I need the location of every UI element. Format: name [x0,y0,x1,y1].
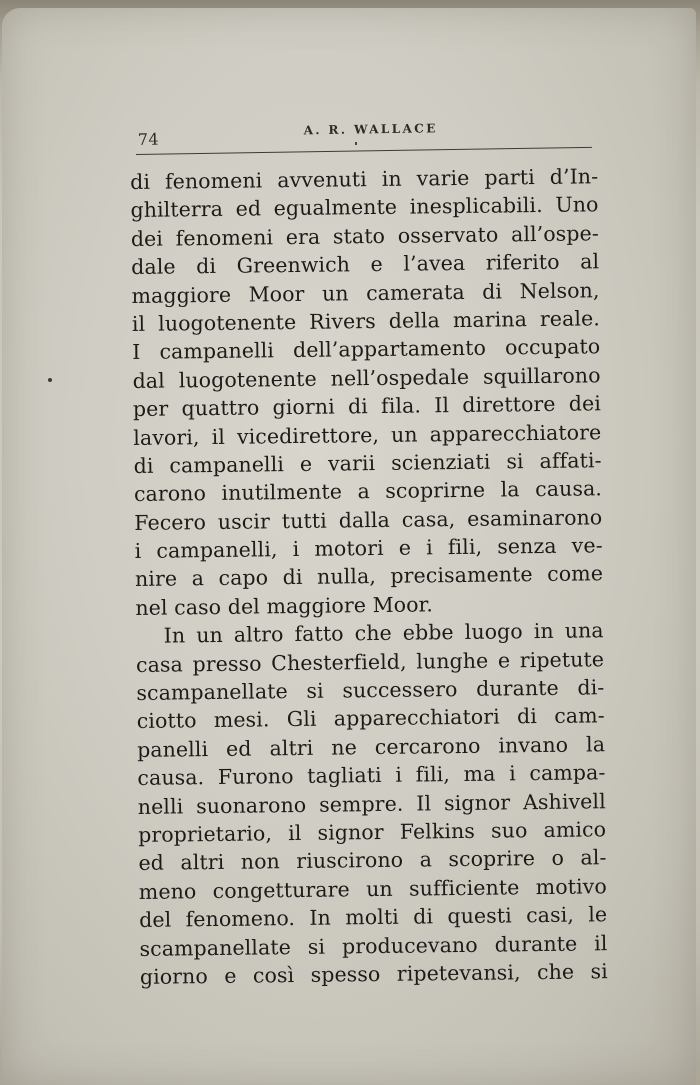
text-line: scampanellate si producevano durante il [139,930,608,961]
ink-speck [355,142,357,145]
body-text [130,162,608,991]
text-line: scampanellate si successero durante di- [136,675,605,705]
text-line: carono inutilmente a scoprirne la causa. [133,476,603,507]
text-line: il luogotenente Rivers della marina reale. [131,306,601,336]
text-line: nelli suonarono sempre. Il signor Ashivell [137,788,606,819]
page-number: 74 [137,129,160,149]
text-line: di campanelli e varii scienziati si affati- [133,448,602,478]
text-line: dei fenomeni era stato osservato all’ospe- [130,221,599,251]
text-line: Fecero uscir tutti dalla casa, esaminarono [134,504,603,535]
text-line: maggiore Moor un camerata di Nelson, [131,277,600,308]
text-line: dal luogotenente nell’ospedale squillarono [132,363,601,393]
text-line: causa. Furono tagliati i fili, ma i campa- [137,760,606,791]
text-line: di fenomeni avvenuti in varie parti d’In- [130,164,599,194]
ink-speck [48,378,52,382]
text-line: In un altro fatto che ebbe luogo in una [163,618,604,648]
text-line: i campanelli, i motori e i fili, senza ve- [134,533,603,564]
text-line: nire a capo di nulla, precisamente come [134,561,604,592]
text-line: lavori, il vicedirettore, un apparecchiatore [133,419,602,450]
text-line: per quattro giorni di fila. Il direttore dei [132,391,602,422]
page-header [136,119,592,155]
book-page [2,8,696,1085]
running-head: A. R. WALLACE [303,121,438,138]
text-line: meno congetturare un sufficiente motivo [138,873,607,904]
text-line: dale di Greenwich e l’avea riferito al [131,249,600,280]
text-line: nel caso del maggiore Moor. [135,592,434,620]
text-line: ghilterra ed egualmente inesplicabili. Uno [130,192,599,223]
text-line: I campanelli dell’appartamento occupato [132,334,601,365]
text-line: ciotto mesi. Gli apparecchiatori di cam- [136,703,605,734]
text-line: del fenomeno. In molti di questi casi, le [139,902,608,933]
text-line: proprietario, il signor Felkins suo amico [138,817,607,847]
text-line: panelli ed altri ne cercarono invano la [136,732,606,762]
text-line: ed altri non riuscirono a scoprire o al- [138,845,607,876]
text-line: casa presso Chesterfield, lunghe e ripetute [135,646,605,677]
text-line: giorno e così spesso ripetevansi, che si [139,959,608,989]
